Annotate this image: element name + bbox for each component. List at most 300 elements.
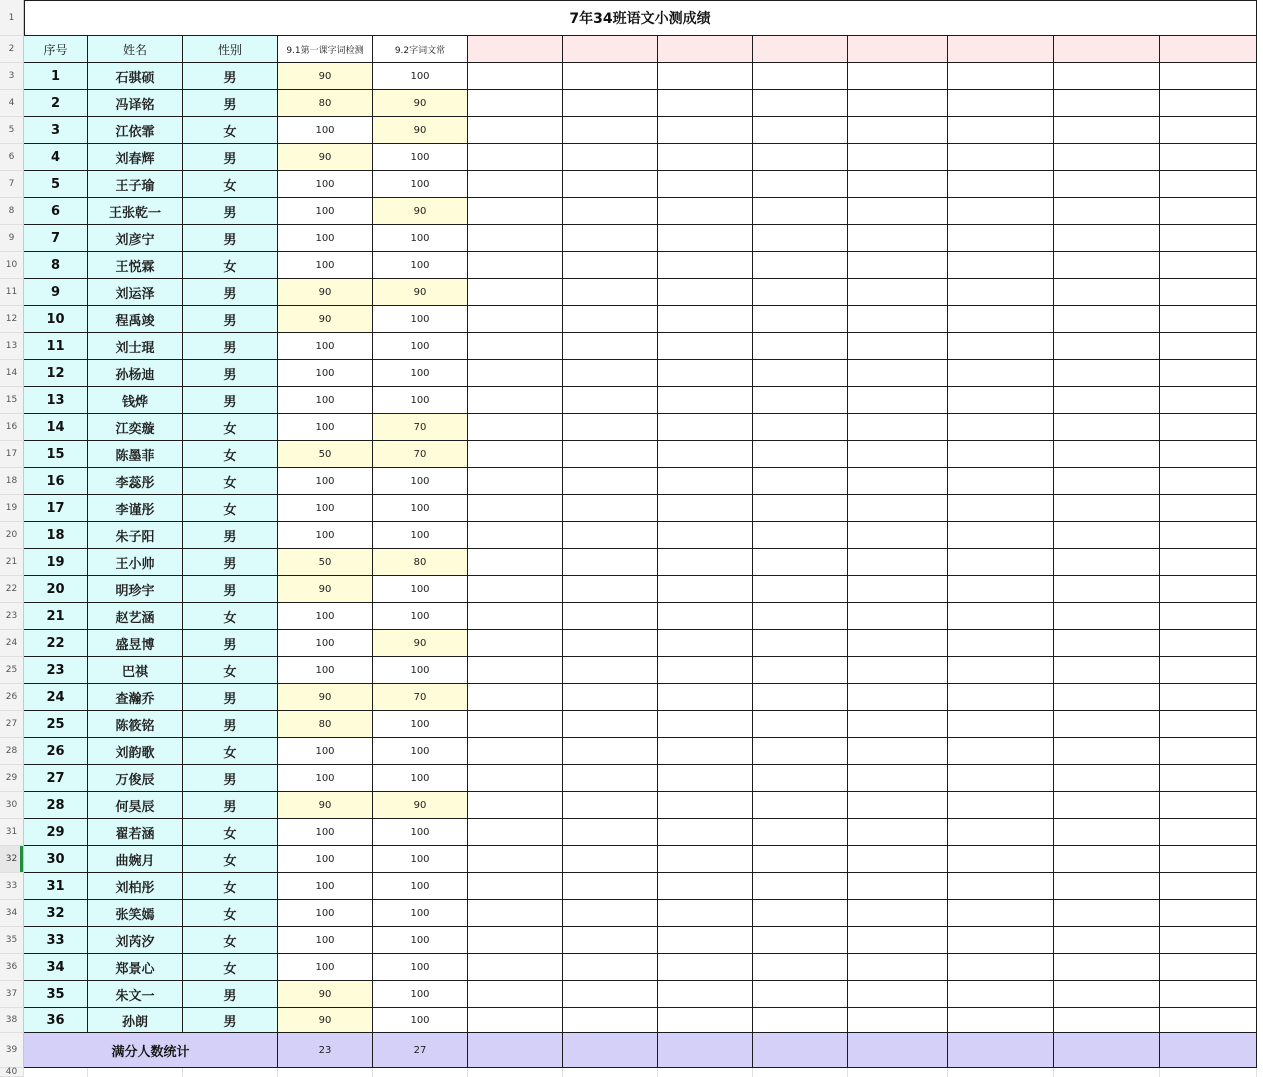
empty-cell[interactable] bbox=[468, 900, 563, 927]
empty-cell[interactable] bbox=[753, 414, 848, 441]
gender-cell[interactable]: 男 bbox=[183, 63, 278, 90]
empty-cell[interactable] bbox=[658, 90, 753, 117]
empty-cell[interactable] bbox=[658, 927, 753, 954]
seq-cell[interactable]: 17 bbox=[24, 495, 88, 522]
empty-cell[interactable] bbox=[1054, 900, 1160, 927]
empty-cell[interactable] bbox=[753, 927, 848, 954]
empty-cell[interactable] bbox=[1054, 576, 1160, 603]
row-header[interactable]: 7 bbox=[0, 171, 24, 198]
empty-cell[interactable] bbox=[753, 981, 848, 1008]
name-cell[interactable]: 石骐硕 bbox=[88, 63, 183, 90]
empty-cell[interactable] bbox=[658, 252, 753, 279]
summary-test-1[interactable]: 23 bbox=[278, 1033, 373, 1068]
summary-empty-cell[interactable] bbox=[753, 1033, 848, 1068]
score-test-2-cell[interactable]: 100 bbox=[373, 981, 468, 1008]
empty-cell[interactable] bbox=[563, 171, 658, 198]
seq-cell[interactable]: 32 bbox=[24, 900, 88, 927]
seq-cell[interactable]: 18 bbox=[24, 522, 88, 549]
empty-cell[interactable] bbox=[1160, 954, 1257, 981]
empty-cell[interactable] bbox=[948, 927, 1054, 954]
row-header[interactable]: 31 bbox=[0, 819, 24, 846]
empty-cell[interactable] bbox=[563, 117, 658, 144]
empty-cell[interactable] bbox=[753, 360, 848, 387]
empty-cell[interactable] bbox=[948, 279, 1054, 306]
empty-cell[interactable] bbox=[848, 630, 948, 657]
empty-cell[interactable] bbox=[848, 306, 948, 333]
empty-cell[interactable] bbox=[1160, 765, 1257, 792]
name-cell[interactable]: 赵艺涵 bbox=[88, 603, 183, 630]
empty-cell[interactable] bbox=[658, 171, 753, 198]
seq-cell[interactable]: 5 bbox=[24, 171, 88, 198]
empty-cell[interactable] bbox=[848, 603, 948, 630]
empty-cell[interactable] bbox=[658, 954, 753, 981]
empty-cell[interactable] bbox=[658, 225, 753, 252]
seq-cell[interactable]: 3 bbox=[24, 117, 88, 144]
empty-cell[interactable] bbox=[1160, 441, 1257, 468]
row-header[interactable]: 24 bbox=[0, 630, 24, 657]
empty-cell[interactable] bbox=[753, 441, 848, 468]
row-header[interactable]: 32 bbox=[0, 846, 24, 873]
gender-cell[interactable]: 男 bbox=[183, 225, 278, 252]
empty-cell[interactable] bbox=[1160, 495, 1257, 522]
empty-cell[interactable] bbox=[753, 711, 848, 738]
score-test-2-cell[interactable]: 90 bbox=[373, 198, 468, 225]
gender-cell[interactable]: 女 bbox=[183, 441, 278, 468]
empty-cell[interactable] bbox=[563, 873, 658, 900]
empty-cell[interactable] bbox=[658, 684, 753, 711]
empty-cell[interactable] bbox=[468, 414, 563, 441]
empty-cell[interactable] bbox=[948, 873, 1054, 900]
score-test-2-cell[interactable]: 70 bbox=[373, 414, 468, 441]
empty-cell[interactable] bbox=[948, 603, 1054, 630]
gender-cell[interactable]: 女 bbox=[183, 927, 278, 954]
empty-cell[interactable] bbox=[658, 144, 753, 171]
seq-cell[interactable]: 20 bbox=[24, 576, 88, 603]
empty-cell[interactable] bbox=[468, 819, 563, 846]
empty-cell[interactable] bbox=[1160, 576, 1257, 603]
empty-cell[interactable] bbox=[753, 387, 848, 414]
empty-cell[interactable] bbox=[1160, 360, 1257, 387]
score-test-2-cell[interactable]: 90 bbox=[373, 792, 468, 819]
row-header[interactable]: 10 bbox=[0, 252, 24, 279]
score-test-1-cell[interactable]: 100 bbox=[278, 414, 373, 441]
score-test-1-cell[interactable]: 90 bbox=[278, 981, 373, 1008]
empty-cell[interactable] bbox=[468, 603, 563, 630]
empty-cell[interactable] bbox=[1160, 603, 1257, 630]
gender-cell[interactable]: 女 bbox=[183, 171, 278, 198]
gender-cell[interactable]: 女 bbox=[183, 603, 278, 630]
empty-cell[interactable] bbox=[1054, 144, 1160, 171]
gender-cell[interactable]: 男 bbox=[183, 144, 278, 171]
empty-cell[interactable] bbox=[753, 900, 848, 927]
gender-cell[interactable]: 男 bbox=[183, 360, 278, 387]
empty-cell[interactable] bbox=[948, 306, 1054, 333]
empty-cell[interactable] bbox=[658, 468, 753, 495]
empty-cell[interactable] bbox=[1054, 225, 1160, 252]
empty-cell[interactable] bbox=[468, 279, 563, 306]
empty-cell[interactable] bbox=[1160, 414, 1257, 441]
gender-cell[interactable]: 女 bbox=[183, 846, 278, 873]
score-test-1-cell[interactable]: 100 bbox=[278, 954, 373, 981]
empty-cell[interactable] bbox=[1054, 603, 1160, 630]
header-test-1[interactable]: 9.1第一课字词检测 bbox=[278, 36, 373, 63]
row-header[interactable]: 34 bbox=[0, 900, 24, 927]
empty-cell[interactable] bbox=[563, 306, 658, 333]
score-test-1-cell[interactable]: 100 bbox=[278, 927, 373, 954]
header-empty-cell[interactable] bbox=[468, 36, 563, 63]
empty-cell[interactable] bbox=[658, 765, 753, 792]
empty-cell[interactable] bbox=[658, 63, 753, 90]
score-test-1-cell[interactable]: 100 bbox=[278, 387, 373, 414]
empty-cell[interactable] bbox=[563, 468, 658, 495]
empty-cell[interactable] bbox=[948, 792, 1054, 819]
score-test-1-cell[interactable]: 100 bbox=[278, 900, 373, 927]
score-test-1-cell[interactable]: 50 bbox=[278, 549, 373, 576]
empty-cell[interactable] bbox=[848, 63, 948, 90]
empty-cell[interactable] bbox=[948, 1008, 1054, 1033]
gender-cell[interactable]: 女 bbox=[183, 252, 278, 279]
empty-cell[interactable] bbox=[563, 144, 658, 171]
score-test-2-cell[interactable]: 100 bbox=[373, 846, 468, 873]
row-header[interactable]: 26 bbox=[0, 684, 24, 711]
seq-cell[interactable]: 14 bbox=[24, 414, 88, 441]
empty-cell[interactable] bbox=[848, 792, 948, 819]
empty-cell[interactable] bbox=[1160, 90, 1257, 117]
score-test-1-cell[interactable]: 100 bbox=[278, 630, 373, 657]
empty-cell[interactable] bbox=[563, 981, 658, 1008]
empty-cell[interactable] bbox=[468, 873, 563, 900]
score-test-2-cell[interactable]: 100 bbox=[373, 900, 468, 927]
empty-cell[interactable] bbox=[468, 144, 563, 171]
empty-cell[interactable] bbox=[658, 657, 753, 684]
empty-cell[interactable] bbox=[848, 90, 948, 117]
row-header[interactable]: 6 bbox=[0, 144, 24, 171]
empty-cell[interactable] bbox=[658, 711, 753, 738]
score-test-1-cell[interactable]: 80 bbox=[278, 90, 373, 117]
empty-cell[interactable] bbox=[753, 279, 848, 306]
empty-cell[interactable] bbox=[948, 819, 1054, 846]
empty-cell[interactable] bbox=[753, 873, 848, 900]
name-cell[interactable]: 刘芮汐 bbox=[88, 927, 183, 954]
gender-cell[interactable]: 女 bbox=[183, 495, 278, 522]
empty-cell[interactable] bbox=[1160, 387, 1257, 414]
empty-cell[interactable] bbox=[1160, 711, 1257, 738]
score-test-2-cell[interactable]: 90 bbox=[373, 630, 468, 657]
empty-cell[interactable] bbox=[563, 819, 658, 846]
row-header[interactable]: 19 bbox=[0, 495, 24, 522]
seq-cell[interactable]: 11 bbox=[24, 333, 88, 360]
score-test-2-cell[interactable]: 100 bbox=[373, 144, 468, 171]
empty-cell[interactable] bbox=[948, 360, 1054, 387]
row-header[interactable]: 9 bbox=[0, 225, 24, 252]
header-empty-cell[interactable] bbox=[563, 36, 658, 63]
empty-cell[interactable] bbox=[948, 333, 1054, 360]
seq-cell[interactable]: 6 bbox=[24, 198, 88, 225]
empty-cell[interactable] bbox=[468, 549, 563, 576]
empty-cell[interactable] bbox=[753, 171, 848, 198]
empty-cell[interactable] bbox=[848, 954, 948, 981]
empty-cell[interactable] bbox=[468, 792, 563, 819]
score-test-1-cell[interactable]: 90 bbox=[278, 792, 373, 819]
empty-cell[interactable] bbox=[468, 468, 563, 495]
empty-cell[interactable] bbox=[1160, 279, 1257, 306]
empty-cell[interactable] bbox=[563, 846, 658, 873]
empty-cell[interactable] bbox=[753, 117, 848, 144]
score-test-1-cell[interactable]: 100 bbox=[278, 252, 373, 279]
empty-cell[interactable] bbox=[753, 225, 848, 252]
empty-cell[interactable] bbox=[848, 900, 948, 927]
score-test-1-cell[interactable]: 100 bbox=[278, 333, 373, 360]
empty-cell[interactable] bbox=[563, 90, 658, 117]
empty-cell[interactable] bbox=[1160, 144, 1257, 171]
empty-cell[interactable] bbox=[1160, 522, 1257, 549]
empty-cell[interactable] bbox=[948, 90, 1054, 117]
score-test-2-cell[interactable]: 90 bbox=[373, 117, 468, 144]
gender-cell[interactable]: 女 bbox=[183, 414, 278, 441]
name-cell[interactable]: 刘春辉 bbox=[88, 144, 183, 171]
score-test-1-cell[interactable]: 100 bbox=[278, 360, 373, 387]
empty-cell[interactable] bbox=[468, 117, 563, 144]
empty-cell[interactable] bbox=[1160, 684, 1257, 711]
summary-test-2[interactable]: 27 bbox=[373, 1033, 468, 1068]
empty-cell[interactable] bbox=[563, 630, 658, 657]
empty-cell[interactable] bbox=[1054, 819, 1160, 846]
score-test-1-cell[interactable]: 90 bbox=[278, 576, 373, 603]
empty-cell[interactable] bbox=[468, 306, 563, 333]
row-header[interactable]: 4 bbox=[0, 90, 24, 117]
empty-cell[interactable] bbox=[563, 225, 658, 252]
row-header[interactable]: 16 bbox=[0, 414, 24, 441]
row-header[interactable]: 12 bbox=[0, 306, 24, 333]
score-test-2-cell[interactable]: 100 bbox=[373, 171, 468, 198]
empty-cell[interactable] bbox=[753, 468, 848, 495]
empty-cell[interactable] bbox=[1054, 387, 1160, 414]
empty-cell[interactable] bbox=[658, 819, 753, 846]
score-test-2-cell[interactable]: 100 bbox=[373, 495, 468, 522]
seq-cell[interactable]: 33 bbox=[24, 927, 88, 954]
gender-cell[interactable]: 男 bbox=[183, 576, 278, 603]
row-header[interactable]: 35 bbox=[0, 927, 24, 954]
empty-cell[interactable] bbox=[753, 495, 848, 522]
empty-cell[interactable] bbox=[1160, 657, 1257, 684]
gender-cell[interactable]: 男 bbox=[183, 1008, 278, 1033]
empty-cell[interactable] bbox=[563, 954, 658, 981]
empty-cell[interactable] bbox=[658, 549, 753, 576]
row-header[interactable]: 38 bbox=[0, 1008, 24, 1033]
empty-cell[interactable] bbox=[948, 252, 1054, 279]
empty-cell[interactable] bbox=[658, 441, 753, 468]
name-cell[interactable]: 李谨彤 bbox=[88, 495, 183, 522]
name-cell[interactable]: 王悦霖 bbox=[88, 252, 183, 279]
empty-cell[interactable] bbox=[848, 252, 948, 279]
empty-cell[interactable] bbox=[563, 900, 658, 927]
empty-cell[interactable] bbox=[848, 144, 948, 171]
gender-cell[interactable]: 女 bbox=[183, 468, 278, 495]
row-header[interactable]: 23 bbox=[0, 603, 24, 630]
summary-empty-cell[interactable] bbox=[1054, 1033, 1160, 1068]
empty-cell[interactable] bbox=[848, 387, 948, 414]
gender-cell[interactable]: 男 bbox=[183, 279, 278, 306]
empty-cell[interactable] bbox=[948, 387, 1054, 414]
gender-cell[interactable]: 男 bbox=[183, 792, 278, 819]
name-cell[interactable]: 盛昱博 bbox=[88, 630, 183, 657]
name-cell[interactable]: 刘彦宁 bbox=[88, 225, 183, 252]
name-cell[interactable]: 朱子阳 bbox=[88, 522, 183, 549]
score-test-2-cell[interactable]: 100 bbox=[373, 333, 468, 360]
name-cell[interactable]: 陈筱铭 bbox=[88, 711, 183, 738]
empty-cell[interactable] bbox=[563, 684, 658, 711]
empty-cell[interactable] bbox=[1054, 198, 1160, 225]
seq-cell[interactable]: 30 bbox=[24, 846, 88, 873]
header-empty-cell[interactable] bbox=[753, 36, 848, 63]
empty-cell[interactable] bbox=[1160, 927, 1257, 954]
seq-cell[interactable]: 26 bbox=[24, 738, 88, 765]
empty-cell[interactable] bbox=[1054, 711, 1160, 738]
empty-cell[interactable] bbox=[563, 279, 658, 306]
empty-cell[interactable] bbox=[658, 873, 753, 900]
summary-empty-cell[interactable] bbox=[563, 1033, 658, 1068]
empty-cell[interactable] bbox=[563, 765, 658, 792]
empty-cell[interactable] bbox=[848, 576, 948, 603]
empty-cell[interactable] bbox=[1160, 63, 1257, 90]
seq-cell[interactable]: 27 bbox=[24, 765, 88, 792]
gender-cell[interactable]: 男 bbox=[183, 387, 278, 414]
header-empty-cell[interactable] bbox=[1160, 36, 1257, 63]
score-test-2-cell[interactable]: 100 bbox=[373, 1008, 468, 1033]
empty-cell[interactable] bbox=[753, 684, 848, 711]
empty-cell[interactable] bbox=[658, 279, 753, 306]
empty-cell[interactable] bbox=[468, 738, 563, 765]
name-cell[interactable]: 查瀚乔 bbox=[88, 684, 183, 711]
gender-cell[interactable]: 女 bbox=[183, 117, 278, 144]
score-test-2-cell[interactable]: 80 bbox=[373, 549, 468, 576]
seq-cell[interactable]: 7 bbox=[24, 225, 88, 252]
empty-cell[interactable] bbox=[658, 576, 753, 603]
empty-cell[interactable] bbox=[658, 900, 753, 927]
gender-cell[interactable]: 男 bbox=[183, 549, 278, 576]
empty-cell[interactable] bbox=[753, 63, 848, 90]
summary-empty-cell[interactable] bbox=[1160, 1033, 1257, 1068]
empty-cell[interactable] bbox=[1160, 738, 1257, 765]
empty-cell[interactable] bbox=[948, 63, 1054, 90]
empty-cell[interactable] bbox=[848, 981, 948, 1008]
score-test-2-cell[interactable]: 100 bbox=[373, 603, 468, 630]
name-cell[interactable]: 明珍宇 bbox=[88, 576, 183, 603]
name-cell[interactable]: 钱烨 bbox=[88, 387, 183, 414]
score-test-1-cell[interactable]: 90 bbox=[278, 1008, 373, 1033]
empty-cell[interactable] bbox=[848, 657, 948, 684]
empty-cell[interactable] bbox=[468, 252, 563, 279]
seq-cell[interactable]: 35 bbox=[24, 981, 88, 1008]
empty-cell[interactable] bbox=[658, 738, 753, 765]
row-header[interactable]: 8 bbox=[0, 198, 24, 225]
empty-cell[interactable] bbox=[563, 576, 658, 603]
score-test-1-cell[interactable]: 100 bbox=[278, 198, 373, 225]
row-header[interactable]: 17 bbox=[0, 441, 24, 468]
empty-cell[interactable] bbox=[948, 441, 1054, 468]
header-empty-cell[interactable] bbox=[948, 36, 1054, 63]
score-test-1-cell[interactable]: 100 bbox=[278, 765, 373, 792]
summary-empty-cell[interactable] bbox=[468, 1033, 563, 1068]
score-test-2-cell[interactable]: 90 bbox=[373, 279, 468, 306]
empty-cell[interactable] bbox=[1054, 792, 1160, 819]
summary-empty-cell[interactable] bbox=[658, 1033, 753, 1068]
sheet-title[interactable]: 7年34班语文小测成绩 bbox=[24, 0, 1257, 36]
header-seq[interactable]: 序号 bbox=[24, 36, 88, 63]
gender-cell[interactable]: 男 bbox=[183, 522, 278, 549]
empty-cell[interactable] bbox=[1160, 819, 1257, 846]
gender-cell[interactable]: 男 bbox=[183, 333, 278, 360]
score-test-2-cell[interactable]: 100 bbox=[373, 252, 468, 279]
empty-cell[interactable] bbox=[848, 171, 948, 198]
gender-cell[interactable]: 男 bbox=[183, 711, 278, 738]
empty-cell[interactable] bbox=[1160, 549, 1257, 576]
score-test-1-cell[interactable]: 100 bbox=[278, 846, 373, 873]
row-header[interactable]: 21 bbox=[0, 549, 24, 576]
empty-cell[interactable] bbox=[753, 306, 848, 333]
empty-cell[interactable] bbox=[658, 981, 753, 1008]
empty-cell[interactable] bbox=[658, 387, 753, 414]
empty-cell[interactable] bbox=[948, 711, 1054, 738]
empty-cell[interactable] bbox=[948, 171, 1054, 198]
row-header[interactable]: 13 bbox=[0, 333, 24, 360]
empty-cell[interactable] bbox=[1054, 333, 1160, 360]
empty-cell[interactable] bbox=[753, 522, 848, 549]
empty-cell[interactable] bbox=[948, 117, 1054, 144]
empty-cell[interactable] bbox=[848, 684, 948, 711]
score-test-2-cell[interactable]: 70 bbox=[373, 684, 468, 711]
empty-cell[interactable] bbox=[468, 576, 563, 603]
empty-cell[interactable] bbox=[1054, 522, 1160, 549]
empty-cell[interactable] bbox=[948, 225, 1054, 252]
row-header[interactable]: 11 bbox=[0, 279, 24, 306]
row-header[interactable]: 36 bbox=[0, 954, 24, 981]
empty-cell[interactable] bbox=[468, 522, 563, 549]
score-test-1-cell[interactable]: 100 bbox=[278, 495, 373, 522]
empty-cell[interactable] bbox=[658, 333, 753, 360]
empty-cell[interactable] bbox=[468, 495, 563, 522]
score-test-2-cell[interactable]: 100 bbox=[373, 360, 468, 387]
name-cell[interactable]: 翟若涵 bbox=[88, 819, 183, 846]
empty-cell[interactable] bbox=[658, 360, 753, 387]
empty-cell[interactable] bbox=[1160, 1008, 1257, 1033]
name-cell[interactable]: 孙杨迪 bbox=[88, 360, 183, 387]
gender-cell[interactable]: 女 bbox=[183, 657, 278, 684]
row-header[interactable]: 15 bbox=[0, 387, 24, 414]
score-test-1-cell[interactable]: 90 bbox=[278, 63, 373, 90]
score-test-2-cell[interactable]: 100 bbox=[373, 63, 468, 90]
empty-cell[interactable] bbox=[1054, 63, 1160, 90]
empty-cell[interactable] bbox=[848, 846, 948, 873]
header-test-2[interactable]: 9.2字词文常 bbox=[373, 36, 468, 63]
seq-cell[interactable]: 25 bbox=[24, 711, 88, 738]
row-header[interactable]: 25 bbox=[0, 657, 24, 684]
name-cell[interactable]: 王小帅 bbox=[88, 549, 183, 576]
score-test-1-cell[interactable]: 80 bbox=[278, 711, 373, 738]
empty-cell[interactable] bbox=[468, 90, 563, 117]
score-test-2-cell[interactable]: 100 bbox=[373, 873, 468, 900]
name-cell[interactable]: 曲婉月 bbox=[88, 846, 183, 873]
seq-cell[interactable]: 16 bbox=[24, 468, 88, 495]
row-header[interactable]: 33 bbox=[0, 873, 24, 900]
empty-cell[interactable] bbox=[468, 1008, 563, 1033]
empty-cell[interactable] bbox=[1054, 441, 1160, 468]
empty-cell[interactable] bbox=[468, 360, 563, 387]
name-cell[interactable]: 江依霏 bbox=[88, 117, 183, 144]
empty-cell[interactable] bbox=[1054, 414, 1160, 441]
empty-cell[interactable] bbox=[753, 954, 848, 981]
summary-empty-cell[interactable] bbox=[848, 1033, 948, 1068]
